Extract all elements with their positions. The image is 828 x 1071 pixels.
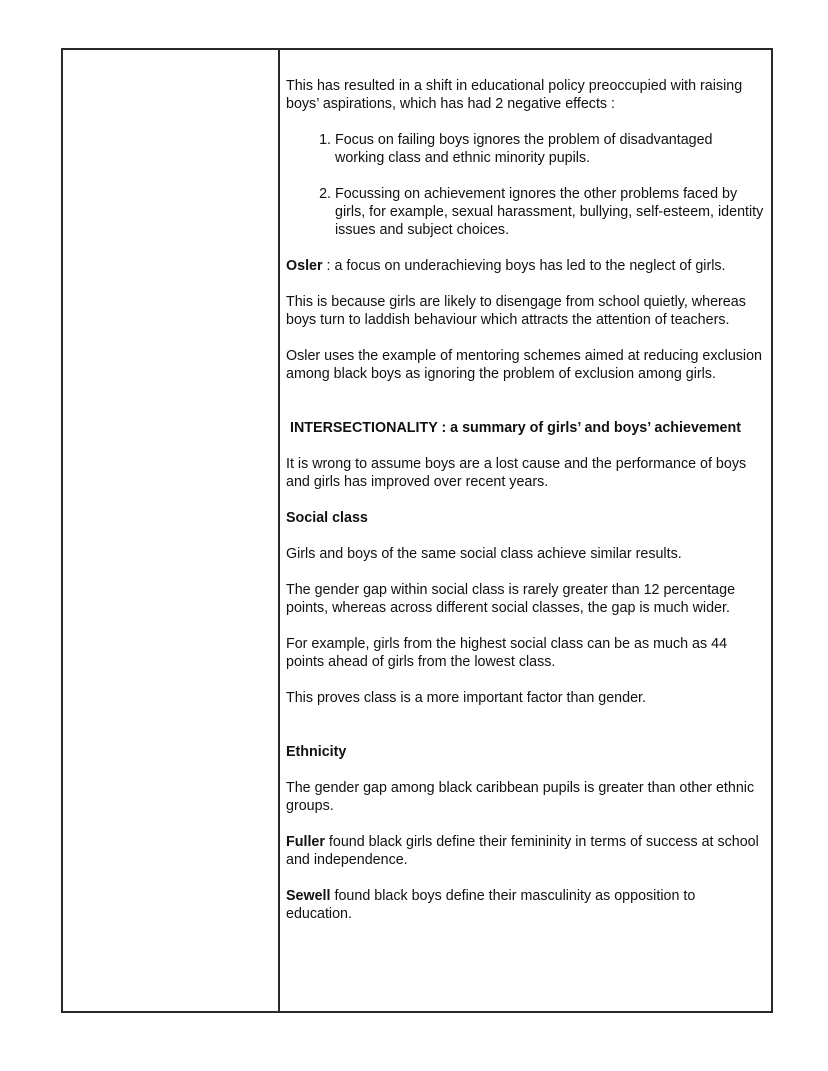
ethnicity-heading: Ethnicity <box>286 744 347 760</box>
list-item: 2. Focussing on achievement ignores the other problems faced by girls, for example, sexual harassment, bullying, self-esteem, identity issues and subject choices. <box>335 185 765 239</box>
sewell-text: found black boys define their masculinity as opposition to education. <box>286 888 696 922</box>
fuller-text: found black girls define their femininity in terms of success at school and independence. <box>286 834 759 868</box>
osler-name: Osler <box>286 258 323 274</box>
negative-effects-list <box>286 131 765 239</box>
sewell-paragraph <box>286 887 765 923</box>
fuller-paragraph <box>286 833 765 869</box>
left-column-cell <box>63 50 280 1011</box>
osler-reason-paragraph: This is because girls are likely to disengage from school quietly, whereas boys turn to laddish behaviour which attracts the attention of teachers. <box>286 294 746 328</box>
fuller-name: Fuller <box>286 834 325 850</box>
social-class-heading: Social class <box>286 510 368 526</box>
osler-claim-paragraph <box>286 257 765 275</box>
intro-paragraph: This has resulted in a shift in educational policy preoccupied with raising boys’ aspirations, which has had 2 negative effects : <box>286 78 743 112</box>
notes-table <box>61 48 773 1013</box>
social-class-paragraph: For example, girls from the highest social class can be as much as 44 points ahead of girls from the lowest class. <box>286 636 728 670</box>
sewell-name: Sewell <box>286 888 331 904</box>
right-column-cell <box>280 50 771 1011</box>
social-class-paragraph: Girls and boys of the same social class achieve similar results. <box>286 546 682 562</box>
social-class-paragraph: This proves class is a more important factor than gender. <box>286 690 646 706</box>
osler-claim-text: : a focus on underachieving boys has led to the neglect of girls. <box>322 258 726 274</box>
spacer <box>286 725 765 743</box>
intersectionality-intro: It is wrong to assume boys are a lost cause and the performance of boys and girls has improved over recent years. <box>286 456 747 490</box>
osler-example-paragraph: Osler uses the example of mentoring schemes aimed at reducing exclusion among black boys as ignoring the problem of exclusion among girls. <box>286 348 763 382</box>
social-class-paragraph: The gender gap within social class is rarely greater than 12 percentage points, whereas across different social classes, the gap is much wider. <box>286 582 736 616</box>
intersectionality-heading: INTERSECTIONALITY : a summary of girls’ and boys’ achievement <box>290 420 742 436</box>
list-item: 1. Focus on failing boys ignores the problem of disadvantaged working class and ethnic minority pupils. <box>335 131 765 167</box>
ethnicity-intro: The gender gap among black caribbean pupils is greater than other ethnic groups. <box>286 780 755 814</box>
spacer <box>286 401 765 419</box>
